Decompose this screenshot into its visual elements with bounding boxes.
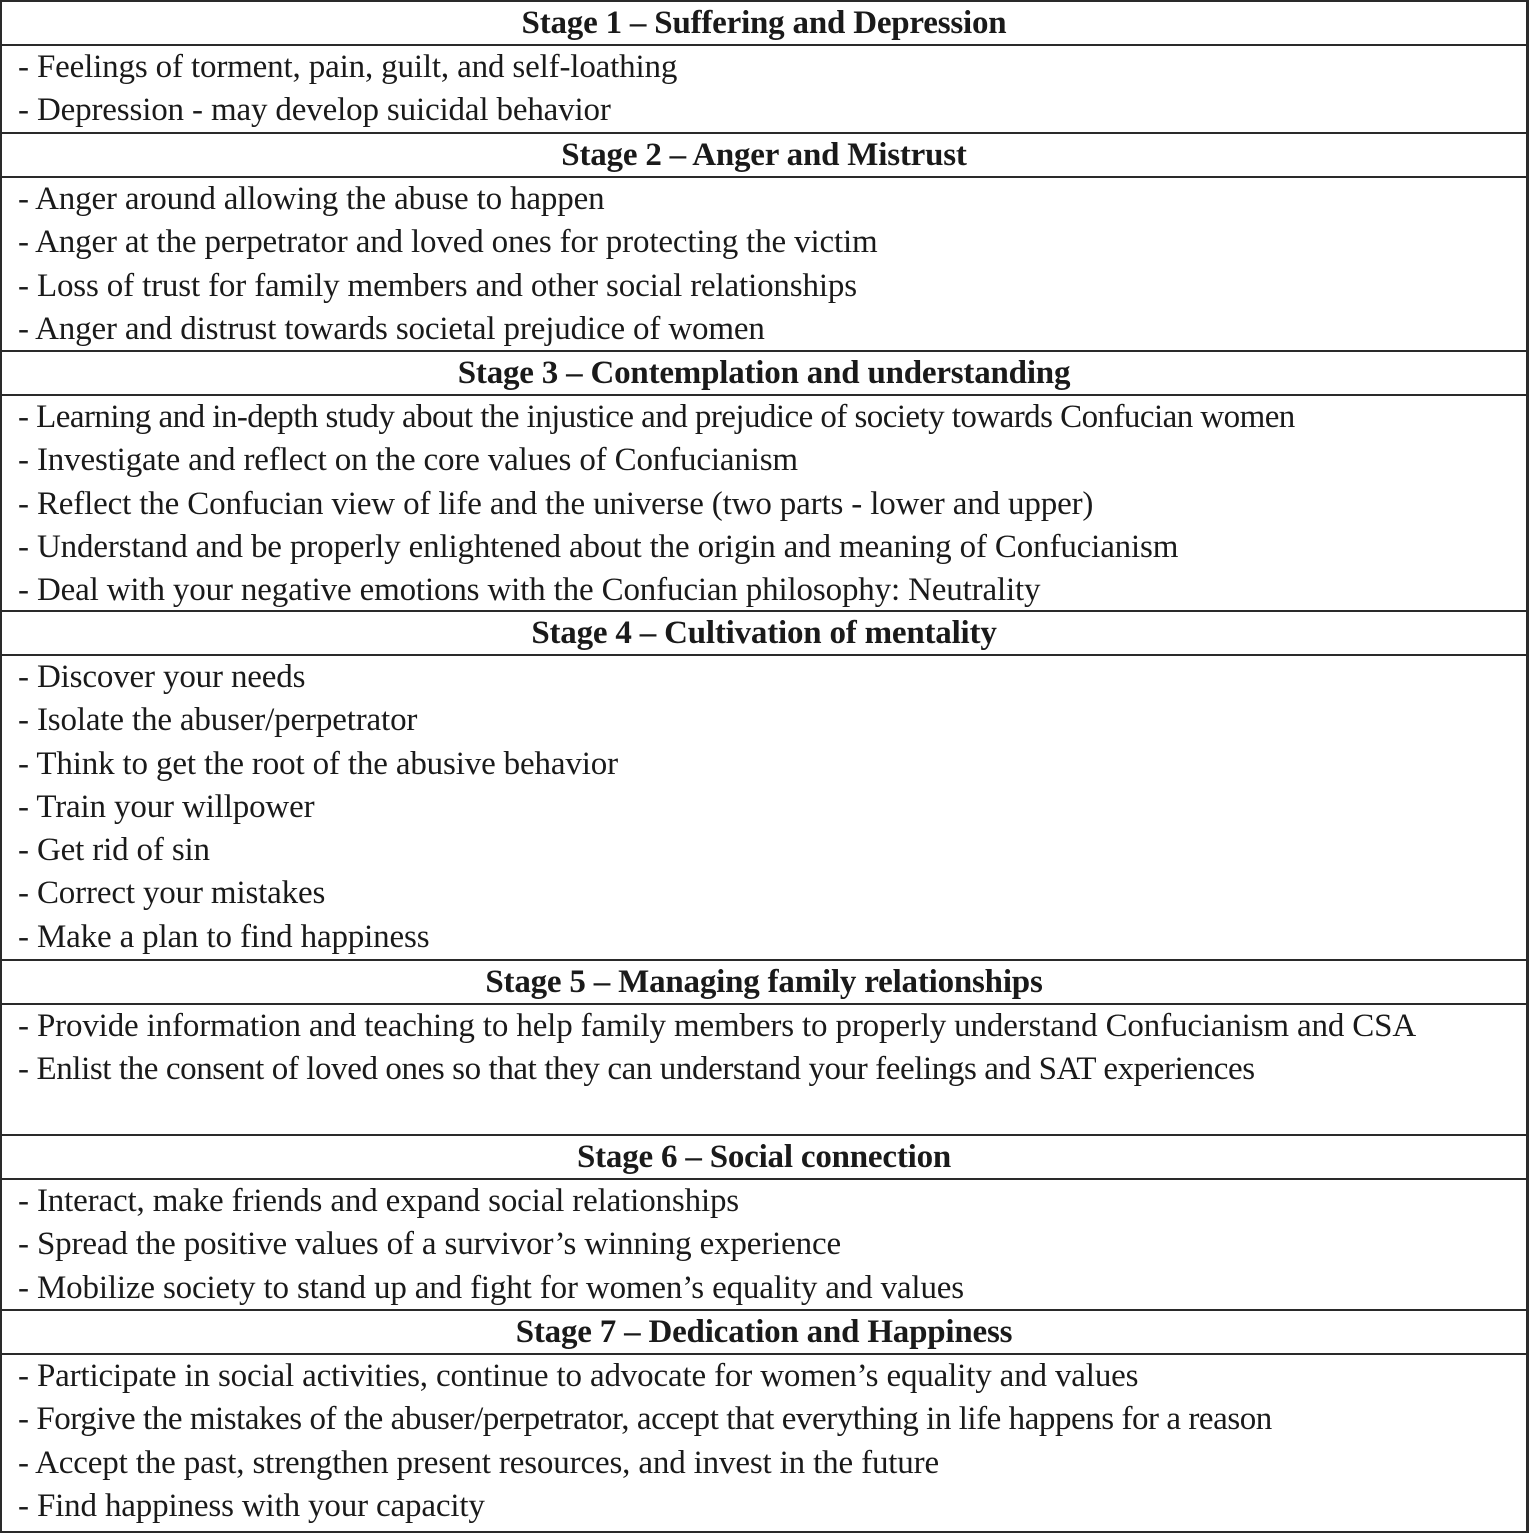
stage-3-item: - Understand and be properly enlightened about the origin and meaning of Confucianism (18, 528, 1179, 565)
stage-5-item: - Enlist the consent of loved ones so that they can understand your feelings and SAT experiences (18, 1051, 1255, 1088)
stage-5-body (2, 1005, 1526, 1136)
stage-1-item: - Feelings of torment, pain, guilt, and self-loathing (18, 49, 678, 85)
stage-3-header: Stage 3 – Contemplation and understanding (2, 352, 1526, 396)
stage-7-item: - Accept the past, strengthen present resources, and invest in the future (18, 1444, 939, 1481)
stage-4-item: - Correct your mistakes (18, 875, 326, 912)
stage-6-item: - Mobilize society to stand up and fight for women’s equality and values (18, 1269, 964, 1306)
stage-5-header: Stage 5 – Managing family relationships (2, 961, 1526, 1005)
stage-4-item: - Think to get the root of the abusive behavior (18, 745, 618, 782)
stage-2-item: - Anger at the perpetrator and loved ones for protecting the victim (18, 224, 878, 261)
stage-3-item: - Deal with your negative emotions with the Confucian philosophy: Neutrality (18, 572, 1041, 609)
stage-6-item: - Spread the positive values of a survivor’s winning experience (18, 1226, 841, 1263)
stage-1-item: - Depression - may develop suicidal behavior (18, 92, 611, 129)
stage-4-header: Stage 4 – Cultivation of mentality (2, 612, 1526, 656)
stage-7-item: - Find happiness with your capacity (18, 1487, 485, 1524)
stage-4-body (2, 656, 1526, 961)
stage-6-body (2, 1180, 1526, 1311)
stage-3-item: - Investigate and reflect on the core values of Confucianism (18, 442, 798, 479)
stage-2-header: Stage 2 – Anger and Mistrust (2, 134, 1526, 178)
stage-4-item: - Isolate the abuser/perpetrator (18, 702, 418, 739)
stage-7-header: Stage 7 – Dedication and Happiness (2, 1311, 1526, 1355)
stage-2-item: - Loss of trust for family members and other social relationships (18, 267, 857, 304)
stage-4-item: - Train your willpower (18, 788, 315, 825)
stage-4-item: - Discover your needs (18, 659, 306, 695)
stage-1-header: Stage 1 – Suffering and Depression (2, 2, 1526, 46)
stage-1-body (2, 46, 1526, 134)
stage-7-item: - Participate in social activities, continue to advocate for women’s equality and values (18, 1358, 1139, 1394)
stage-3-item: - Reflect the Confucian view of life and the universe (two parts - lower and upper) (18, 485, 1094, 522)
stage-6-header: Stage 6 – Social connection (2, 1136, 1526, 1180)
stage-7-body (2, 1355, 1526, 1531)
stage-4-item: - Make a plan to find happiness (18, 918, 430, 955)
stage-4-item: - Get rid of sin (18, 832, 210, 869)
stage-3-body (2, 396, 1526, 612)
stage-6-item: - Interact, make friends and expand social relationships (18, 1183, 740, 1219)
stage-5-item: - Provide information and teaching to help family members to properly understand Confucianism and CSA (18, 1008, 1417, 1044)
stage-2-body (2, 178, 1526, 352)
stage-2-item: - Anger and distrust towards societal prejudice of women (18, 310, 765, 347)
stage-7-item: - Forgive the mistakes of the abuser/perpetrator, accept that everything in life happens for a reason (18, 1401, 1272, 1438)
stage-3-item: - Learning and in-depth study about the injustice and prejudice of society towards Confucian women (18, 399, 1295, 435)
stage-2-item: - Anger around allowing the abuse to happen (18, 181, 605, 217)
